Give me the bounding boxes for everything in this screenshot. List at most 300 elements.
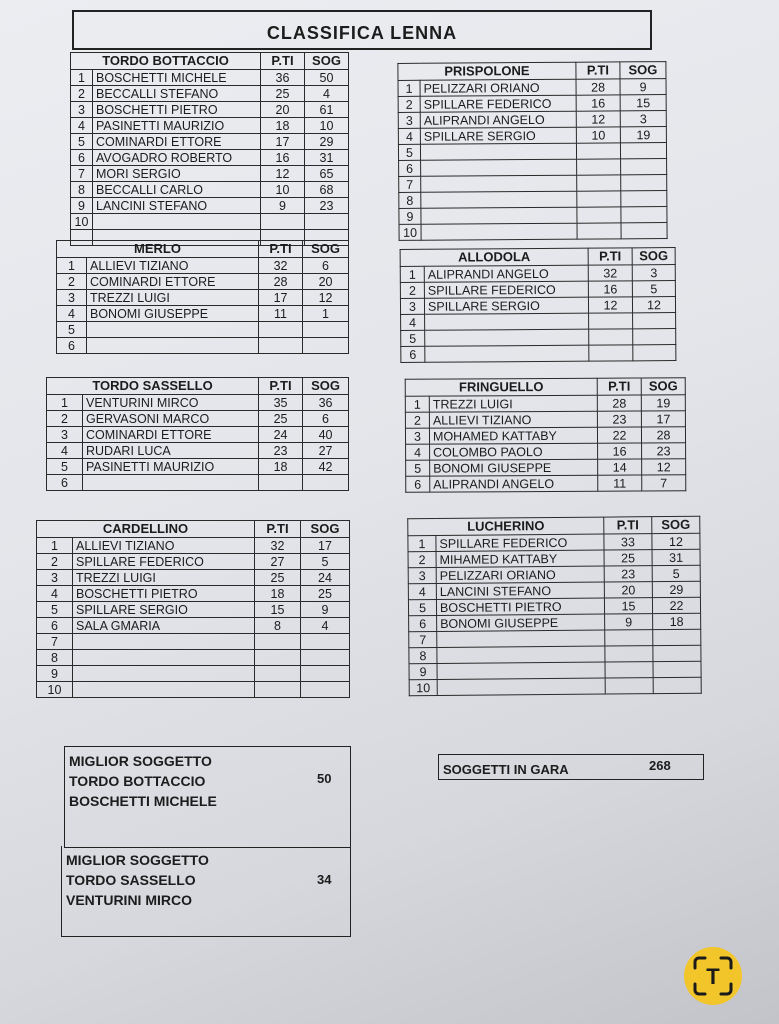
table-header-row: [57, 241, 349, 258]
rank-number: 6: [47, 475, 83, 491]
table-row: [406, 475, 686, 492]
table-header-row: [398, 62, 666, 81]
competitor-name: SPILLARE FEDERICO: [436, 534, 604, 551]
table-category-header: PRISPOLONE: [398, 62, 576, 80]
subjects-value: 23: [305, 198, 349, 214]
competitor-name: ALIPRANDI ANGELO: [420, 111, 576, 128]
rank-number: 1: [398, 80, 420, 96]
points-value: 25: [604, 550, 652, 566]
subjects-value: [653, 629, 701, 645]
points-column-header: P.TI: [597, 378, 641, 395]
points-value: [577, 175, 621, 191]
subjects-value: [633, 329, 676, 345]
rank-number: 5: [401, 330, 425, 346]
points-value: 23: [604, 566, 652, 582]
table-row: [71, 150, 349, 166]
competitor-name: PASINETTI MAURIZIO: [83, 459, 259, 475]
competitor-name: [437, 630, 605, 647]
rank-number: 1: [408, 536, 436, 552]
table-row: [399, 191, 667, 209]
points-value: 25: [261, 86, 305, 102]
table-row: [399, 159, 667, 177]
table-row: [57, 290, 349, 306]
competitor-name: COMINARDI ETTORE: [93, 134, 261, 150]
rank-number: 6: [406, 476, 430, 492]
points-value: [261, 214, 305, 230]
subjects-value: 4: [305, 86, 349, 102]
points-value: 12: [261, 166, 305, 182]
table-row: [37, 666, 350, 682]
points-value: 10: [576, 127, 620, 143]
rank-number: 5: [408, 600, 436, 616]
points-value: [577, 159, 621, 175]
competitor-name: ALLIEVI TIZIANO: [73, 538, 255, 554]
subjects-value: 3: [632, 265, 675, 281]
rank-number: 3: [398, 112, 420, 128]
table-merlo: [56, 240, 349, 354]
best-subject-box-2: [61, 846, 351, 937]
rank-number: 5: [37, 602, 73, 618]
rank-number: 7: [399, 176, 421, 192]
table-header-row: [400, 248, 675, 267]
points-value: [255, 666, 301, 682]
rank-number: 3: [57, 290, 87, 306]
subjects-value: 28: [641, 427, 685, 443]
table-row: [37, 570, 350, 586]
rank-number: 3: [400, 298, 424, 314]
competitor-name: SPILLARE FEDERICO: [73, 554, 255, 570]
table-row: [37, 554, 350, 570]
table-tordo-sassello: [46, 377, 349, 491]
table-category-header: LUCHERINO: [408, 517, 604, 536]
points-value: [577, 191, 621, 207]
competitor-name: [73, 634, 255, 650]
points-value: [589, 313, 633, 329]
rank-number: 2: [405, 412, 429, 428]
competitor-name: [425, 313, 589, 330]
subjects-value: [303, 475, 349, 491]
competitor-name: [421, 175, 577, 192]
competitor-name: MIHAMED KATTABY: [436, 550, 604, 567]
points-value: [259, 475, 303, 491]
subjects-value: 65: [305, 166, 349, 182]
points-value: 16: [576, 95, 620, 111]
subjects-value: [633, 345, 676, 361]
rank-number: 2: [71, 86, 93, 102]
table-row: [37, 618, 350, 634]
subjects-column-header: SOG: [632, 248, 675, 265]
points-column-header: P.TI: [255, 521, 301, 538]
subjects-value: 31: [652, 549, 700, 565]
competitor-name: COMINARDI ETTORE: [83, 427, 259, 443]
rank-number: 3: [71, 102, 93, 118]
points-column-header: P.TI: [261, 53, 305, 70]
points-value: [577, 223, 621, 239]
points-value: 32: [255, 538, 301, 554]
table-row: [71, 102, 349, 118]
table-category-header: ALLODOLA: [400, 248, 588, 266]
rank-number: 7: [37, 634, 73, 650]
table-row: [57, 322, 349, 338]
rank-number: 5: [47, 459, 83, 475]
points-value: [589, 345, 633, 361]
rank-number: 6: [71, 150, 93, 166]
table-row: [37, 682, 350, 698]
competitor-name: [437, 646, 605, 663]
subjects-value: 19: [641, 395, 685, 411]
points-value: 36: [261, 70, 305, 86]
best-subject-1-line-2: TORDO BOTTACCIO: [69, 773, 206, 789]
rank-number: 2: [57, 274, 87, 290]
table-row: [57, 306, 349, 322]
points-value: [259, 322, 303, 338]
table-category-header: MERLO: [57, 241, 259, 258]
points-value: 18: [255, 586, 301, 602]
competitor-name: RUDARI LUCA: [83, 443, 259, 459]
subjects-value: [620, 143, 666, 159]
subjects-column-header: SOG: [303, 378, 349, 395]
rank-number: 10: [399, 224, 421, 240]
competitor-name: [425, 329, 589, 346]
points-value: 32: [259, 258, 303, 274]
subjects-value: 7: [642, 475, 686, 491]
competitor-name: PELIZZARI ORIANO: [436, 566, 604, 583]
competitor-name: BOSCHETTI PIETRO: [93, 102, 261, 118]
subjects-value: [621, 223, 667, 239]
rank-number: 3: [37, 570, 73, 586]
points-value: [576, 143, 620, 159]
subjects-value: 10: [305, 118, 349, 134]
subjects-value: 24: [301, 570, 350, 586]
subjects-value: 42: [303, 459, 349, 475]
table-row: [399, 175, 667, 193]
competitor-name: BONOMI GIUSEPPE: [87, 306, 259, 322]
rank-number: 3: [405, 428, 429, 444]
table-row: [400, 265, 675, 283]
points-value: 17: [259, 290, 303, 306]
subjects-value: [301, 682, 350, 698]
points-value: 28: [259, 274, 303, 290]
points-value: 23: [597, 411, 641, 427]
rank-number: 1: [400, 266, 424, 282]
subjects-value: 23: [642, 443, 686, 459]
table-row: [71, 134, 349, 150]
table-row: [37, 634, 350, 650]
competitor-name: [437, 662, 605, 679]
points-value: 18: [259, 459, 303, 475]
table-header-row: [37, 521, 350, 538]
subjects-value: 17: [641, 411, 685, 427]
points-value: [255, 650, 301, 666]
table-row: [71, 214, 349, 230]
best-subject-box-1: [64, 746, 351, 848]
table-row: [37, 586, 350, 602]
competitor-name: [437, 678, 605, 695]
title-text: CLASSIFICA LENNA: [266, 23, 458, 43]
table-row: [57, 338, 349, 354]
points-value: 35: [259, 395, 303, 411]
rank-number: 4: [47, 443, 83, 459]
subjects-value: 5: [632, 281, 675, 297]
table-row: [47, 395, 349, 411]
points-value: 16: [598, 443, 642, 459]
points-value: [605, 630, 653, 646]
table-row: [399, 223, 667, 241]
rank-number: 4: [57, 306, 87, 322]
table-row: [71, 182, 349, 198]
table-row: [37, 538, 350, 554]
subjects-value: 50: [305, 70, 349, 86]
subjects-value: 31: [305, 150, 349, 166]
subjects-value: 20: [303, 274, 349, 290]
subjects-value: [301, 650, 350, 666]
best-subject-2-value: 34: [317, 872, 332, 887]
rank-number: 2: [408, 552, 436, 568]
subjects-value: 25: [301, 586, 350, 602]
competitor-name: [87, 338, 259, 354]
subjects-value: 4: [301, 618, 350, 634]
subjects-value: 12: [652, 533, 700, 549]
best-subject-1-value: 50: [317, 771, 332, 786]
competitor-name: TREZZI LUIGI: [429, 395, 597, 412]
rank-number: 8: [409, 648, 437, 664]
subjects-value: [303, 338, 349, 354]
table-row: [401, 345, 676, 363]
table-row: [71, 70, 349, 86]
table-header-row: [405, 378, 685, 396]
competitor-name: ALLIEVI TIZIANO: [429, 411, 597, 428]
competitor-name: ALLIEVI TIZIANO: [87, 258, 259, 274]
competitor-name: LANCINI STEFANO: [436, 582, 604, 599]
best-subject-1-line-3: BOSCHETTI MICHELE: [69, 793, 217, 809]
best-subject-1-line-1: MIGLIOR SOGGETTO: [69, 753, 212, 769]
points-value: 15: [604, 598, 652, 614]
table-row: [71, 118, 349, 134]
table-tordo-bottaccio: [70, 52, 349, 246]
competitor-name: BOSCHETTI PIETRO: [436, 598, 604, 615]
subjects-column-header: SOG: [620, 62, 666, 79]
competitor-name: COLOMBO PAOLO: [430, 443, 598, 460]
table-row: [398, 127, 666, 145]
subjects-column-header: SOG: [301, 521, 350, 538]
subjects-value: 29: [305, 134, 349, 150]
competitor-name: PELIZZARI ORIANO: [420, 79, 576, 96]
text-scanner-logo-icon[interactable]: [684, 947, 742, 1005]
competitor-name: TREZZI LUIGI: [87, 290, 259, 306]
rank-number: 9: [399, 208, 421, 224]
competitor-name: SPILLARE FEDERICO: [420, 95, 576, 112]
points-column-header: P.TI: [588, 248, 632, 265]
rank-number: 8: [37, 650, 73, 666]
points-column-header: P.TI: [576, 62, 620, 79]
table-row: [405, 395, 685, 412]
competitor-name: ALIPRANDI ANGELO: [424, 265, 588, 282]
subjects-value: 29: [652, 581, 700, 597]
table-lucherino: [407, 516, 702, 697]
subjects-value: [653, 645, 701, 661]
table-row: [406, 443, 686, 460]
scanner-frame-icon: [691, 954, 735, 998]
subjects-value: 5: [301, 554, 350, 570]
table-row: [405, 427, 685, 444]
subjects-value: 12: [632, 297, 675, 313]
points-value: 10: [261, 182, 305, 198]
subjects-value: [303, 322, 349, 338]
subjects-value: 6: [303, 411, 349, 427]
rank-number: 9: [37, 666, 73, 682]
competitor-name: BONOMI GIUSEPPE: [430, 459, 598, 476]
subjects-value: [633, 313, 676, 329]
table-category-header: FRINGUELLO: [405, 378, 597, 396]
rank-number: 4: [401, 314, 425, 330]
document-title: [72, 10, 652, 50]
competitor-name: TREZZI LUIGI: [73, 570, 255, 586]
subjects-column-header: SOG: [652, 516, 700, 533]
table-row: [47, 443, 349, 459]
rank-number: 3: [47, 427, 83, 443]
competitor-name: ALIPRANDI ANGELO: [430, 475, 598, 492]
best-subject-2-line-1: MIGLIOR SOGGETTO: [66, 852, 209, 868]
points-value: 12: [576, 111, 620, 127]
rank-number: 2: [47, 411, 83, 427]
subjects-column-header: SOG: [303, 241, 349, 258]
table-row: [37, 602, 350, 618]
table-row: [405, 411, 685, 428]
points-value: 28: [597, 395, 641, 411]
points-value: 17: [261, 134, 305, 150]
subjects-value: 9: [620, 79, 666, 95]
table-header-row: [71, 53, 349, 70]
subjects-value: [621, 207, 667, 223]
competitor-name: MOHAMED KATTABY: [429, 427, 597, 444]
subjects-column-header: SOG: [305, 53, 349, 70]
competitor-name: SPILLARE SERGIO: [73, 602, 255, 618]
rank-number: 4: [408, 584, 436, 600]
table-row: [57, 258, 349, 274]
competitor-name: VENTURINI MIRCO: [83, 395, 259, 411]
rank-number: 2: [37, 554, 73, 570]
best-subject-2-line-3: VENTURINI MIRCO: [66, 892, 192, 908]
table-row: [398, 143, 666, 161]
table-row: [400, 297, 675, 315]
subjects-total-value: 268: [649, 758, 671, 773]
competitor-name: BECCALLI STEFANO: [93, 86, 261, 102]
competitor-name: BOSCHETTI PIETRO: [73, 586, 255, 602]
best-subject-2-line-2: TORDO SASSELLO: [66, 872, 196, 888]
rank-number: 1: [37, 538, 73, 554]
table-prispolone: [397, 61, 667, 241]
subjects-value: 9: [301, 602, 350, 618]
points-value: 15: [255, 602, 301, 618]
subjects-total-label: SOGGETTI IN GARA: [443, 762, 569, 777]
table-row: [399, 207, 667, 225]
table-row: [47, 475, 349, 491]
competitor-name: BECCALLI CARLO: [93, 182, 261, 198]
rank-number: 6: [401, 346, 425, 362]
subjects-value: [621, 191, 667, 207]
subjects-value: 3: [620, 111, 666, 127]
rank-number: 5: [398, 144, 420, 160]
points-value: 22: [597, 427, 641, 443]
table-category-header: TORDO BOTTACCIO: [71, 53, 261, 70]
points-value: [605, 678, 653, 694]
points-value: [255, 634, 301, 650]
competitor-name: [73, 682, 255, 698]
rank-number: 6: [37, 618, 73, 634]
rank-number: 2: [400, 282, 424, 298]
competitor-name: SPILLARE FEDERICO: [424, 281, 588, 298]
rank-number: 6: [57, 338, 87, 354]
competitor-name: [87, 322, 259, 338]
rank-number: 3: [408, 568, 436, 584]
rank-number: 4: [71, 118, 93, 134]
rank-number: 7: [409, 632, 437, 648]
subjects-value: [301, 634, 350, 650]
table-row: [47, 411, 349, 427]
table-row: [401, 313, 676, 331]
competitor-name: [83, 475, 259, 491]
competitor-name: SALA GMARIA: [73, 618, 255, 634]
competitor-name: [421, 223, 577, 240]
competitor-name: SPILLARE SERGIO: [420, 127, 576, 144]
competitor-name: [421, 191, 577, 208]
subjects-total-box: [438, 754, 704, 780]
rank-number: 6: [399, 160, 421, 176]
subjects-value: 68: [305, 182, 349, 198]
competitor-name: MORI SERGIO: [93, 166, 261, 182]
rank-number: 10: [409, 680, 437, 696]
competitor-name: [73, 650, 255, 666]
table-row: [71, 86, 349, 102]
competitor-name: [93, 214, 261, 230]
rank-number: 5: [406, 460, 430, 476]
table-row: [57, 274, 349, 290]
rank-number: 7: [71, 166, 93, 182]
subjects-value: 1: [303, 306, 349, 322]
rank-number: 1: [71, 70, 93, 86]
rank-number: 1: [405, 396, 429, 412]
competitor-name: [421, 207, 577, 224]
competitor-name: PASINETTI MAURIZIO: [93, 118, 261, 134]
points-value: 9: [261, 198, 305, 214]
rank-number: 1: [57, 258, 87, 274]
rank-number: 2: [398, 96, 420, 112]
points-value: 27: [255, 554, 301, 570]
table-row: [398, 111, 666, 129]
competitor-name: [420, 143, 576, 160]
table-row: [400, 281, 675, 299]
table-row: [71, 166, 349, 182]
subjects-column-header: SOG: [641, 378, 685, 395]
points-value: 28: [576, 79, 620, 95]
subjects-value: 12: [303, 290, 349, 306]
points-value: 8: [255, 618, 301, 634]
points-column-header: P.TI: [259, 378, 303, 395]
points-value: 25: [255, 570, 301, 586]
table-allodola: [400, 247, 677, 363]
subjects-value: 36: [303, 395, 349, 411]
subjects-value: 6: [303, 258, 349, 274]
rank-number: 8: [399, 192, 421, 208]
rank-number: 6: [409, 616, 437, 632]
rank-number: 9: [71, 198, 93, 214]
points-column-header: P.TI: [259, 241, 303, 258]
competitor-name: BOSCHETTI MICHELE: [93, 70, 261, 86]
rank-number: 5: [71, 134, 93, 150]
table-row: [71, 198, 349, 214]
points-value: 14: [598, 459, 642, 475]
table-row: [47, 427, 349, 443]
